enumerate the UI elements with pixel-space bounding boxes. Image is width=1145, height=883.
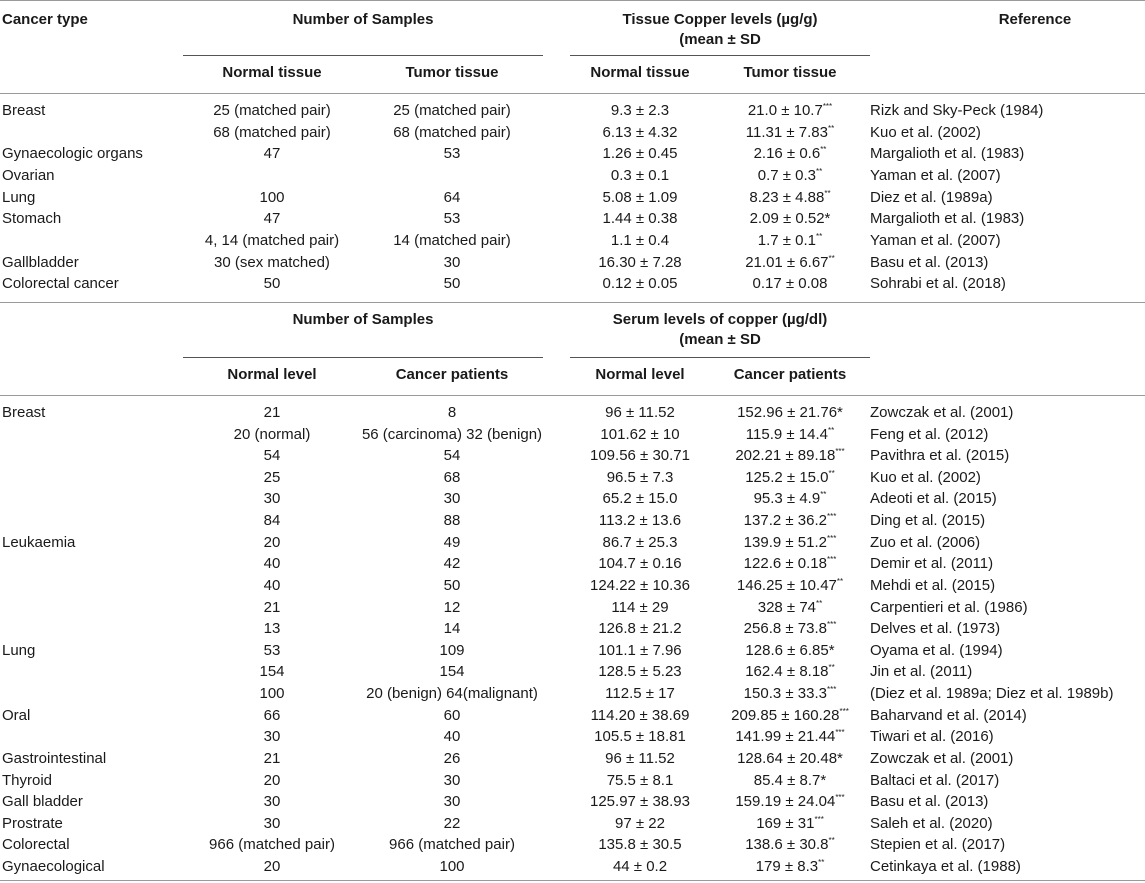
serum-underline	[570, 357, 870, 358]
reference-cell: Basu et al. (2013)	[870, 253, 989, 271]
significance-marker: ***	[826, 685, 837, 695]
reference-cell: Yaman et al. (2007)	[870, 166, 1001, 184]
cancer-type-cell: Gynaecological	[2, 858, 105, 876]
copper-tumor-cell: 85.4 ± 8.7*	[753, 771, 827, 789]
samples-normal-cell: 54	[263, 447, 281, 465]
copper-tumor-cell: 122.6 ± 0.18***	[743, 555, 837, 573]
copper-normal-cell: 128.5 ± 5.23	[598, 663, 682, 681]
cancer-type-cell: Colorectal cancer	[2, 275, 119, 293]
header-tumor-tissue-copper: Tumor tissue	[743, 64, 837, 81]
copper-tumor-cell: 202.21 ± 89.18***	[735, 447, 845, 465]
copper-normal-cell: 6.13 ± 4.32	[602, 123, 678, 141]
copper-tumor-cell: 128.64 ± 20.48*	[737, 749, 843, 767]
copper-normal-cell: 65.2 ± 15.0	[602, 490, 678, 508]
copper-tumor-cell: 0.17 ± 0.08	[752, 275, 828, 293]
samples-normal-cell: 30	[263, 728, 281, 746]
samples-normal-cell: 21	[263, 404, 281, 421]
header-cancer-type: Cancer type	[2, 11, 88, 28]
significance-marker: **	[820, 490, 827, 500]
reference-cell: Tiwari et al. (2016)	[870, 728, 994, 746]
copper-tumor-cell: 146.25 ± 10.47**	[736, 576, 844, 594]
table-row	[0, 640, 1145, 662]
significance-marker: **	[836, 576, 844, 586]
copper-normal-cell: 0.12 ± 0.05	[602, 275, 678, 293]
copper-normal-cell: 75.5 ± 8.1	[606, 771, 674, 789]
copper-tumor-cell: 209.85 ± 160.28***	[731, 706, 849, 724]
samples-tumor-cell: 54	[443, 447, 461, 465]
samples-normal-cell: 21	[263, 749, 281, 767]
header-serum-line2: (mean ± SD	[679, 331, 761, 348]
copper-tumor-cell: 256.8 ± 73.8***	[743, 620, 837, 638]
samples-underline	[183, 55, 543, 56]
table-row	[0, 856, 1145, 878]
samples-tumor-cell: 100	[439, 858, 465, 876]
reference-cell: Baltaci et al. (2017)	[870, 771, 1000, 789]
significance-marker: **	[824, 188, 831, 198]
cancer-type-cell: Lung	[2, 641, 36, 659]
samples-tumor-cell: 64	[443, 188, 461, 206]
table-row	[0, 597, 1145, 619]
significance-marker: ***	[835, 793, 845, 803]
samples-tumor-cell: 49	[443, 533, 461, 551]
table-row	[0, 748, 1145, 770]
significance-marker: ***	[826, 555, 837, 565]
header-normal-tissue: Normal tissue	[222, 64, 322, 81]
copper-normal-cell: 96.5 ± 7.3	[606, 468, 674, 486]
significance-marker: **	[820, 145, 827, 155]
samples-tumor-cell: 14 (matched pair)	[393, 231, 511, 249]
copper-normal-cell: 9.3 ± 2.3	[610, 102, 670, 119]
table-row	[0, 770, 1145, 792]
cancer-type-cell: Ovarian	[2, 166, 55, 184]
copper-normal-cell: 16.30 ± 7.28	[598, 253, 682, 271]
samples-normal-cell: 66	[263, 706, 281, 724]
copper-tumor-cell: 159.19 ± 24.04***	[735, 793, 845, 811]
cancer-type-cell: Breast	[2, 404, 46, 421]
copper-tumor-cell: 2.09 ± 0.52*	[749, 210, 831, 228]
copper-normal-cell: 5.08 ± 1.09	[602, 188, 678, 206]
copper-normal-cell: 86.7 ± 25.3	[602, 533, 678, 551]
copper-tumor-cell: 137.2 ± 36.2***	[743, 512, 837, 530]
header-reference: Reference	[998, 11, 1072, 28]
copper-normal-cell: 105.5 ± 18.81	[594, 728, 686, 746]
copper-normal-cell: 112.5 ± 17	[605, 685, 675, 703]
reference-cell: Zowczak et al. (2001)	[870, 404, 1014, 421]
header-tissue-copper-levels	[570, 10, 870, 50]
header-serum-levels	[570, 310, 870, 350]
header-cancer-patients-copper: Cancer patients	[733, 366, 847, 383]
table-row	[0, 661, 1145, 683]
reference-cell: Pavithra et al. (2015)	[870, 447, 1010, 465]
samples-tumor-cell: 8	[447, 404, 457, 421]
section-divider-rule	[0, 302, 1145, 303]
table-row	[0, 252, 1145, 274]
samples-normal-cell: 68 (matched pair)	[213, 123, 331, 141]
samples-normal-cell: 20	[263, 771, 281, 789]
cancer-type-cell: Leukaemia	[2, 533, 76, 551]
reference-cell: Rizk and Sky-Peck (1984)	[870, 102, 1044, 119]
samples-tumor-cell: 42	[443, 555, 461, 573]
reference-cell: Kuo et al. (2002)	[870, 123, 981, 141]
header-normal-level-copper: Normal level	[595, 366, 685, 383]
samples-normal-cell: 154	[259, 663, 285, 681]
significance-marker: ***	[814, 814, 824, 824]
table-row	[0, 122, 1145, 144]
significance-marker: **	[828, 253, 835, 263]
samples-tumor-cell: 966 (matched pair)	[389, 836, 515, 854]
cancer-type-cell: Gynaecologic organs	[2, 145, 143, 163]
reference-cell: Zuo et al. (2006)	[870, 533, 981, 551]
reference-cell: Demir et al. (2011)	[870, 555, 994, 573]
header-bottom-rule	[0, 93, 1145, 94]
table-row	[0, 208, 1145, 230]
copper-tumor-cell: 179 ± 8.3**	[755, 858, 825, 876]
bottom-rule	[0, 880, 1145, 881]
copper-normal-cell: 135.8 ± 30.5	[598, 836, 682, 854]
significance-marker: **	[828, 468, 835, 478]
reference-cell: Feng et al. (2012)	[870, 425, 989, 443]
copper-normal-cell: 124.22 ± 10.36	[590, 576, 690, 594]
samples-tumor-cell: 56 (carcinoma) 32 (benign)	[361, 425, 543, 443]
copper-tumor-cell: 11.31 ± 7.83**	[745, 123, 835, 141]
reference-cell: Jin et al. (2011)	[870, 663, 973, 681]
samples-normal-cell: 40	[263, 576, 281, 594]
copper-normal-cell: 1.1 ± 0.4	[610, 231, 670, 249]
copper-tumor-cell: 0.7 ± 0.3**	[757, 166, 823, 184]
header-tissue-copper-line1: Tissue Copper levels (µg/g)	[622, 11, 818, 28]
significance-marker: ***	[826, 533, 837, 543]
copper-tumor-cell: 139.9 ± 51.2***	[743, 533, 837, 551]
table-row	[0, 575, 1145, 597]
cancer-type-cell: Gastrointestinal	[2, 749, 107, 767]
cancer-type-cell: Thyroid	[2, 771, 53, 789]
copper-normal-cell: 114 ± 29	[611, 598, 669, 616]
cancer-type-cell: Gallbladder	[2, 253, 79, 271]
samples-tumor-cell: 26	[443, 749, 461, 767]
samples-tumor-cell: 50	[443, 576, 461, 594]
reference-cell: Saleh et al. (2020)	[870, 814, 993, 832]
significance-marker: **	[828, 663, 835, 673]
table-row	[0, 273, 1145, 295]
samples-tumor-cell: 22	[443, 814, 461, 832]
copper-tumor-cell: 141.99 ± 21.44***	[735, 728, 845, 746]
header2-bottom-rule	[0, 395, 1145, 396]
cancer-type-cell: Gall bladder	[2, 793, 83, 811]
copper-normal-cell: 126.8 ± 21.2	[598, 620, 682, 638]
reference-cell: Adeoti et al. (2015)	[870, 490, 997, 508]
samples-normal-cell: 20	[263, 533, 281, 551]
table-row	[0, 791, 1145, 813]
reference-cell: Margalioth et al. (1983)	[870, 145, 1025, 163]
reference-cell: Baharvand et al. (2014)	[870, 706, 1027, 724]
copper-normal-cell: 0.3 ± 0.1	[610, 166, 670, 184]
copper-normal-cell: 96 ± 11.52	[605, 749, 675, 767]
table-row	[0, 618, 1145, 640]
reference-cell: Basu et al. (2013)	[870, 793, 989, 811]
significance-marker: ***	[835, 447, 845, 457]
samples-normal-cell: 966 (matched pair)	[209, 836, 335, 854]
copper-normal-cell: 104.7 ± 0.16	[598, 555, 682, 573]
copper-tumor-cell: 150.3 ± 33.3***	[743, 685, 837, 703]
copper-tumor-cell: 8.23 ± 4.88**	[749, 188, 831, 206]
cancer-type-cell: Breast	[2, 102, 46, 119]
reference-cell: Oyama et al. (1994)	[870, 641, 1003, 659]
samples-normal-cell: 50	[263, 275, 281, 293]
reference-cell: Carpentieri et al. (1986)	[870, 598, 1028, 616]
table-row	[0, 705, 1145, 727]
table-row	[0, 488, 1145, 510]
copper-tumor-cell: 21.01 ± 6.67**	[745, 253, 835, 271]
samples-normal-cell: 25	[263, 468, 281, 486]
samples-tumor-cell: 68 (matched pair)	[393, 123, 511, 141]
significance-marker: **	[827, 123, 835, 133]
significance-marker: **	[816, 598, 823, 608]
samples-normal-cell: 25 (matched pair)	[213, 102, 331, 119]
cancer-type-cell: Colorectal	[2, 836, 70, 854]
samples-tumor-cell: 53	[443, 210, 461, 228]
significance-marker: ***	[822, 102, 833, 111]
significance-marker: **	[827, 425, 835, 435]
copper-tumor-cell: 169 ± 31***	[756, 814, 824, 832]
samples-normal-cell: 30	[263, 793, 281, 811]
reference-cell: Ding et al. (2015)	[870, 512, 986, 530]
table-row	[0, 424, 1145, 446]
significance-marker: **	[816, 231, 823, 241]
reference-cell: Kuo et al. (2002)	[870, 468, 981, 486]
table-row	[0, 100, 1145, 122]
reference-cell: Margalioth et al. (1983)	[870, 210, 1025, 228]
reference-cell: Cetinkaya et al. (1988)	[870, 858, 1021, 876]
copper-normal-cell: 109.56 ± 30.71	[590, 447, 690, 465]
reference-cell: Sohrabi et al. (2018)	[870, 275, 1006, 293]
samples-normal-cell: 47	[263, 210, 281, 228]
header-serum-line1: Serum levels of copper (µg/dl)	[612, 311, 828, 328]
samples-tumor-cell: 53	[443, 145, 461, 163]
samples-tumor-cell: 20 (benign) 64(malignant)	[366, 685, 538, 703]
reference-cell: Delves et al. (1973)	[870, 620, 1001, 638]
copper-tumor-cell: 152.96 ± 21.76*	[737, 404, 843, 421]
samples-normal-cell: 53	[263, 641, 281, 659]
samples-tumor-cell: 12	[443, 598, 461, 616]
table-row	[0, 467, 1145, 489]
cancer-type-cell: Lung	[2, 188, 36, 206]
samples-tumor-cell: 30	[443, 253, 461, 271]
samples-tumor-cell: 25 (matched pair)	[393, 102, 511, 119]
copper-normal-cell: 101.1 ± 7.96	[598, 641, 682, 659]
significance-marker: ***	[835, 728, 845, 738]
copper-tumor-cell: 128.6 ± 6.85*	[745, 641, 835, 659]
samples-normal-cell: 40	[263, 555, 281, 573]
header-tissue-copper-line2: (mean ± SD	[679, 31, 761, 48]
samples-normal-cell: 47	[263, 145, 281, 163]
table-row	[0, 402, 1145, 424]
table-row	[0, 834, 1145, 856]
samples-tumor-cell: 109	[439, 641, 465, 659]
samples-tumor-cell: 60	[443, 706, 461, 724]
copper-tumor-cell: 162.4 ± 8.18**	[745, 663, 835, 681]
copper-tumor-cell: 95.3 ± 4.9**	[753, 490, 827, 508]
copper-normal-cell: 44 ± 0.2	[612, 858, 668, 876]
significance-marker: **	[828, 836, 835, 846]
samples-tumor-cell: 30	[443, 490, 461, 508]
copper-tumor-cell: 115.9 ± 14.4**	[745, 425, 835, 443]
copper-tumor-cell: 138.6 ± 30.8**	[745, 836, 835, 854]
cancer-type-cell: Oral	[2, 706, 31, 724]
samples-normal-cell: 84	[263, 512, 281, 530]
table-row	[0, 813, 1145, 835]
significance-marker: ***	[826, 512, 837, 522]
copper-tumor-cell: 21.0 ± 10.7***	[747, 102, 833, 119]
significance-marker: ***	[839, 706, 849, 716]
table-row	[0, 445, 1145, 467]
top-rule	[0, 0, 1145, 1]
copper-tumor-cell: 328 ± 74**	[757, 598, 823, 616]
copper-tumor-cell: 125.2 ± 15.0**	[745, 468, 835, 486]
samples-normal-cell: 13	[263, 620, 281, 638]
table-row	[0, 532, 1145, 554]
samples-tumor-cell: 30	[443, 771, 461, 789]
reference-cell: Mehdi et al. (2015)	[870, 576, 996, 594]
header-normal-tissue-copper: Normal tissue	[590, 64, 690, 81]
table-row	[0, 187, 1145, 209]
copper-normal-cell: 1.44 ± 0.38	[602, 210, 678, 228]
table-row	[0, 143, 1145, 165]
header-number-of-samples-serum: Number of Samples	[292, 311, 434, 328]
significance-marker: **	[818, 858, 825, 868]
significance-marker: **	[816, 166, 823, 176]
samples-normal-cell: 30	[263, 814, 281, 832]
samples-normal-cell: 20 (normal)	[233, 425, 311, 443]
copper-normal-cell: 101.62 ± 10	[600, 425, 680, 443]
table-row	[0, 165, 1145, 187]
table-row	[0, 230, 1145, 252]
samples-tumor-cell: 14	[443, 620, 461, 638]
samples-normal-cell: 30 (sex matched)	[214, 253, 330, 271]
samples-serum-underline	[183, 357, 543, 358]
reference-cell: Stepien et al. (2017)	[870, 836, 1006, 854]
cancer-type-cell: Stomach	[2, 210, 62, 228]
samples-normal-cell: 20	[263, 858, 281, 876]
copper-normal-cell: 1.26 ± 0.45	[602, 145, 678, 163]
header-cancer-patients: Cancer patients	[395, 366, 509, 383]
copper-tumor-cell: 1.7 ± 0.1**	[757, 231, 823, 249]
reference-cell: Zowczak et al. (2001)	[870, 749, 1014, 767]
samples-tumor-cell: 40	[443, 728, 461, 746]
reference-cell: (Diez et al. 1989a; Diez et al. 1989b)	[870, 685, 1114, 703]
header-number-of-samples: Number of Samples	[292, 11, 434, 28]
samples-tumor-cell: 30	[443, 793, 461, 811]
samples-tumor-cell: 50	[443, 275, 461, 293]
header-tumor-tissue: Tumor tissue	[405, 64, 499, 81]
samples-tumor-cell: 154	[439, 663, 465, 681]
cancer-type-cell: Prostrate	[2, 814, 63, 832]
copper-normal-cell: 97 ± 22	[615, 814, 665, 832]
reference-cell: Yaman et al. (2007)	[870, 231, 1001, 249]
reference-cell: Diez et al. (1989a)	[870, 188, 993, 206]
copper-tumor-cell: 2.16 ± 0.6**	[753, 145, 827, 163]
copper-normal-cell: 96 ± 11.52	[605, 404, 675, 421]
samples-normal-cell: 100	[259, 188, 285, 206]
table-row	[0, 553, 1145, 575]
copper-normal-cell: 113.2 ± 13.6	[598, 512, 682, 530]
samples-normal-cell: 21	[263, 598, 281, 616]
samples-normal-cell: 4, 14 (matched pair)	[204, 231, 340, 249]
copper-normal-cell: 125.97 ± 38.93	[590, 793, 690, 811]
samples-normal-cell: 30	[263, 490, 281, 508]
significance-marker: ***	[826, 620, 837, 630]
table-row	[0, 683, 1145, 705]
header-normal-level: Normal level	[227, 366, 317, 383]
table-row	[0, 726, 1145, 748]
samples-tumor-cell: 88	[443, 512, 461, 530]
tissue-copper-underline	[570, 55, 870, 56]
samples-tumor-cell: 68	[443, 468, 461, 486]
copper-normal-cell: 114.20 ± 38.69	[590, 706, 690, 724]
table-row	[0, 510, 1145, 532]
samples-normal-cell: 100	[259, 685, 285, 703]
